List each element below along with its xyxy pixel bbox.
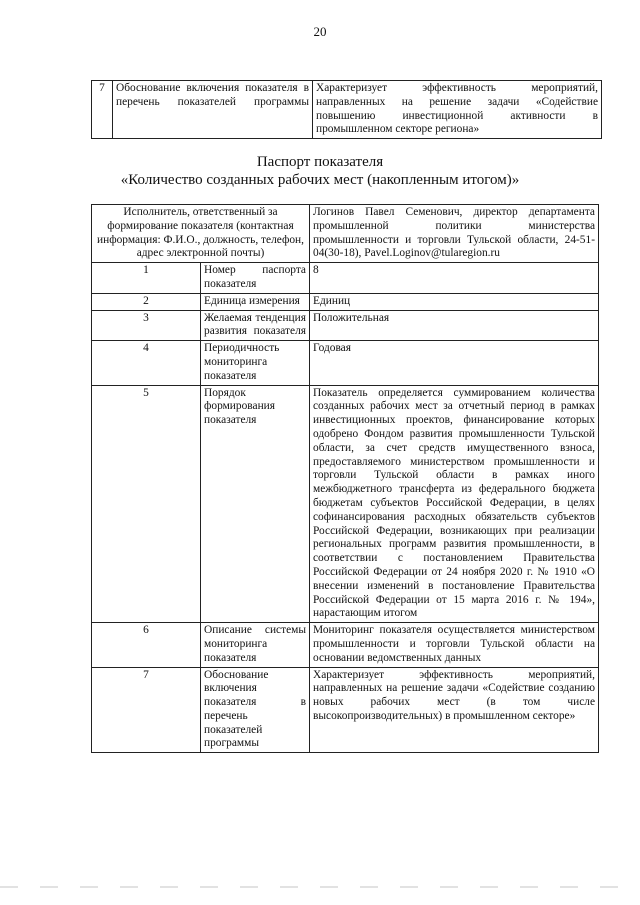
row-name: Описание системы мониторинга показателя [201,623,310,667]
passport-title: Паспорт показателя [256,154,384,170]
continued-table [91,80,602,139]
row-value [310,623,599,667]
row-number: 7 [92,667,201,753]
row-value [310,385,599,623]
row-name: Номер паспорта показателя [201,263,310,294]
passport-subtitle: «Количество созданных рабочих мест (накопленным итогом)» [120,172,520,188]
row-name: Периодичность мониторинга показателя [201,341,310,385]
row-value [310,667,599,753]
row-number: 7 [92,81,113,139]
executor-value-text: Логинов Павел Семенович, директор департамента промышленной политики министерства промышленности и торговли Тульской области, 24-51-04(30-18), Pavel.Loginov@tularegion.ru [313,206,595,260]
table-row [92,341,599,385]
row-value-text: Характеризует эффективность мероприятий, направленных на решение задачи «Содействие повышению инвестиционной активности в промышленном секторе региона» [316,82,598,136]
row-value: Единиц [310,293,599,310]
row-value-text: Показатель определяется суммированием количества созданных рабочих мест за отчетный период в рамках инвестиционных проектов, финансирование которых одобрено Фондом развития промышленности Тульской области, за счет средств имущественного взноса, предоставляемого министерством промышленности и торговли Тульской области в рамках иного межбюджетного трансферта из федерального бюджета бюджетам субъектов Российской Федерации, в целях софинансирования расходных обязательств субъектов Российской Федерации, возникающих при реализации региональных программ развития промышленности, в соответствии с постановлением Правительства Российской Федерации от 24 ноября 2020 г. № 1910 «О внесении изменений в постановление Правительства Российской Федерации от 15 марта 2016 г. № 194», нарастающим итогом [313,386,595,620]
executor-value [310,205,599,263]
executor-row [92,205,599,263]
row-name: Обоснование включения показателя в перечень показателей программы [201,667,310,753]
row-number: 5 [92,385,201,623]
table-row [92,81,602,139]
table-row [92,385,599,623]
row-number: 2 [92,293,201,310]
row-name: Единица измерения [201,293,310,310]
table-row [92,263,599,294]
row-value: Годовая [310,341,599,385]
scan-artifact-line [0,886,640,888]
row-value-text: Мониторинг показателя осуществляется министерством промышленности и торговли Тульской области на основании ведомственных данных [313,624,595,664]
row-value [313,81,602,139]
passport-table [91,204,599,753]
table-row [92,293,599,310]
row-number: 1 [92,263,201,294]
row-value: Положительная [310,310,599,341]
executor-label: Исполнитель, ответственный за формирование показателя (контактная информация: Ф.И.О., должность, телефон, адрес электронной почты) [92,205,310,263]
page-number: 20 [313,24,327,39]
table-row [92,310,599,341]
row-value-text: Характеризует эффективность мероприятий, направленных на решение задачи «Содействие созданию новых рабочих мест (в том числе высокопроизводительных) в промышленном секторе» [313,668,595,722]
table-row [92,623,599,667]
row-name: Обоснование включения показателя в перечень показателей программы [113,81,313,139]
row-number: 4 [92,341,201,385]
row-value: 8 [310,263,599,294]
table-row [92,667,599,753]
row-number: 6 [92,623,201,667]
row-name: Порядок формирования показателя [201,385,310,623]
row-number: 3 [92,310,201,341]
row-name: Желаемая тенденция развития показателя [201,310,310,341]
